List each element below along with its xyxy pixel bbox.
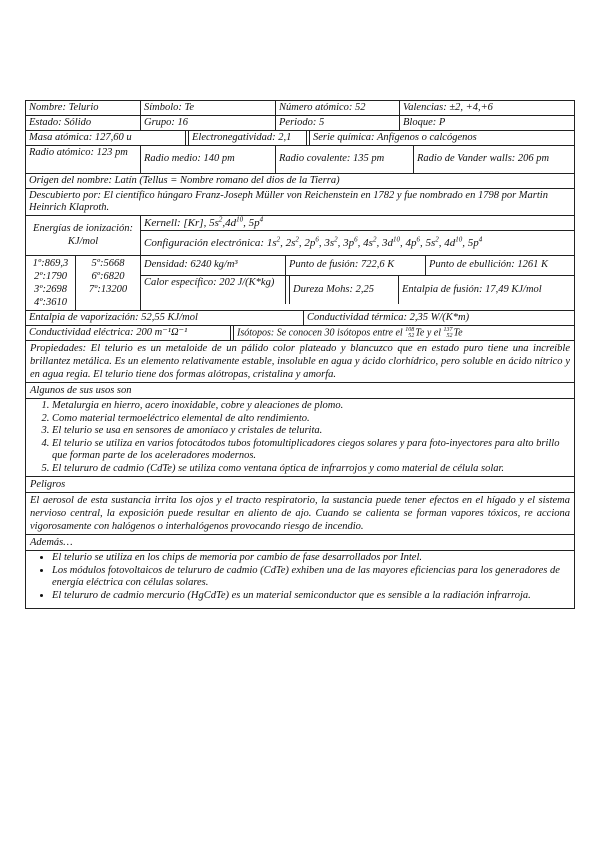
uso-item: 1. Metalurgia en hierro, acero inoxidable, cobre y aleaciones de plomo. bbox=[52, 400, 566, 413]
origen-nombre: Origen del nombre: Latín (Tellus = Nombre romano del dios de la Tierra) bbox=[29, 175, 340, 186]
ionizacion-col2 bbox=[76, 256, 140, 310]
grupo: Grupo: 16 bbox=[141, 116, 276, 130]
row-calor bbox=[141, 276, 574, 304]
radio-covalente: Radio covalente: 135 pm bbox=[276, 146, 414, 173]
config-right bbox=[141, 216, 574, 310]
row-config bbox=[26, 216, 574, 311]
masa-atomica: Masa atómica: 127,60 u bbox=[26, 131, 186, 145]
ionizacion-col1 bbox=[26, 256, 76, 310]
uso-item: 3. El telurio se usa en sensores de amoníaco y cristales de telurita. bbox=[52, 425, 566, 438]
ademas-item: • El telurio se utiliza en los chips de memoria por cambio de fase desarrollados por Intel. bbox=[52, 552, 566, 565]
row-descubierto bbox=[26, 189, 574, 216]
bloque: Bloque: P bbox=[403, 117, 446, 128]
row-entalpia-vap bbox=[26, 311, 574, 326]
row-estado bbox=[26, 116, 574, 131]
row-radios bbox=[26, 146, 574, 174]
ion-1: 1º:869,3 bbox=[32, 258, 69, 269]
ademas-item: • Los módulos fotovoltaicos de telururo de cadmio (CdTe) exhiben una de las mayores eficiencias para los generadores de energía eléctrica con células solares. bbox=[52, 565, 566, 590]
row-origen bbox=[26, 174, 574, 189]
descubierto-por: Descubierto por: El científico húngaro Franz-Joseph Müller von Reichenstein en 1782 y fue nombrado en 1798 por Martin Heinrich Klaproth. bbox=[29, 190, 548, 213]
ademas-title: Además… bbox=[26, 535, 574, 551]
row-basic bbox=[26, 101, 574, 116]
serie-quimica: Serie química: Anfígenos o calcógenos bbox=[313, 132, 477, 143]
ion-3: 3º:2698 bbox=[33, 284, 67, 295]
row-masa bbox=[26, 131, 574, 146]
punto-ebullicion: Punto de ebullición: 1261 K bbox=[429, 259, 548, 270]
row-conductividad bbox=[26, 326, 574, 341]
ion-5: 5º:5668 bbox=[91, 258, 125, 269]
ademas-list bbox=[30, 552, 570, 602]
dureza-mohs: Dureza Mohs: 2,25 bbox=[289, 276, 399, 304]
kernell: Kernell: [Kr], $5s^2,4d^{10}$, $5p^4$ bbox=[141, 216, 574, 231]
uso-item: 4. El telurio se utiliza en varios fotocátodos tubos fotomultiplicadores ciegos solares y para foto-inyectores para alto brillo que forman parte de los aceleradores modernos. bbox=[52, 438, 566, 463]
ademas-section bbox=[26, 551, 574, 608]
nombre: Nombre: Telurio bbox=[26, 101, 141, 115]
isotopos: Isótopos: Se conocen 30 isótopos entre el 108 52Te y el 137 52Te bbox=[237, 327, 463, 339]
row-densidad bbox=[141, 256, 574, 276]
uso-item: 5. El telururo de cadmio (CdTe) se utiliza como ventana óptica de infrarrojos y como material de célula solar. bbox=[52, 463, 566, 476]
entalpia-fusion: Entalpia de fusión: 17,49 KJ/mol bbox=[402, 284, 542, 295]
conductividad-termica: Conductividad térmica: 2,35 W/(K*m) bbox=[307, 312, 470, 323]
simbolo: Símbolo: Te bbox=[141, 101, 276, 115]
ion-4: 4º:3610 bbox=[33, 297, 67, 308]
conductividad-electrica: Conductividad eléctrica: 200 m⁻¹Ω⁻¹ bbox=[26, 326, 231, 340]
numero-atomico: Número atómico: 52 bbox=[276, 101, 400, 115]
ionizacion-block bbox=[26, 216, 141, 310]
element-sheet bbox=[25, 100, 575, 609]
densidad: Densidad: 6240 kg/m³ bbox=[141, 256, 286, 275]
electronegatividad: Electronegatividad: 2,1 bbox=[189, 131, 307, 145]
valencias: Valencias: ±2, +4,+6 bbox=[403, 102, 493, 113]
uso-item: 2. Como material termoeléctrico elemental de alto rendimiento. bbox=[52, 413, 566, 426]
ion-2: 2º:1790 bbox=[33, 271, 67, 282]
ion-6: 6º:6820 bbox=[91, 271, 125, 282]
ionizacion-title: Energías de ionización: KJ/mol bbox=[26, 216, 140, 256]
periodo: Periodo: 5 bbox=[276, 116, 400, 130]
entalpia-vaporizacion: Entalpia de vaporización: 52,55 KJ/mol bbox=[26, 311, 304, 325]
radio-atomico: Radio atómico: 123 pm bbox=[26, 146, 141, 173]
usos-title: Algunos de sus usos son bbox=[26, 383, 574, 399]
punto-fusion: Punto de fusión: 722,6 K bbox=[286, 256, 426, 275]
estado: Estado: Sólido bbox=[26, 116, 141, 130]
peligros-text: El aerosol de esta sustancia irrita los ojos y el tracto respiratorio, la sustancia puede tener efectos en el hígado y el sistema nervioso central, la exposición puede resultar en aliento de ajo. Cuando se calienta se forman vapores tóxicos, re acciona vigorosamente con halógenos o interhalógenos provocando riesgo de incendio. bbox=[26, 493, 574, 535]
radio-medio: Radio medio: 140 pm bbox=[141, 146, 276, 173]
usos-section bbox=[26, 399, 574, 477]
usos-list bbox=[30, 400, 570, 475]
ademas-item: • El telururo de cadmio mercurio (HgCdTe) es un material semiconductor que es sensible a la radiación infrarroja. bbox=[52, 590, 566, 603]
radio-van-der-waals: Radio de Vander walls: 206 pm bbox=[417, 153, 550, 164]
calor-especifico: Calor específico: 202 J/(K*kg) bbox=[141, 276, 286, 304]
configuracion-electronica: Configuración electrónica: $1s^2$, $2s^2$, $2p^6$, $3s^2$, $3p^6$, $4s^2$, $3d^{10}$, $4p^6$, $5s^2$, $4d^{10}$, $5p^4$ bbox=[141, 231, 574, 256]
config-text: $1s^2$, $2s^2$, $2p^6$, $3s^2$, $3p^6$, $4s^2$, $3d^{10}$, $4p^6$, $5s^2$, $4d^{10}$, $5p^4$ bbox=[266, 235, 483, 249]
ion-7: 7º:13200 bbox=[88, 284, 128, 295]
peligros-title: Peligros bbox=[26, 477, 574, 493]
propiedades: Propiedades: El telurio es un metaloide de un pálido color plateado y blancuzco que en estado puro tiene una increíble brillantez metálica. Es un elemento relativamente estable, insoluble en agua y ácido clorhídrico, pero soluble en ácido nítrico y en agua regia. El telurio tiene dos formas alótropas, cristalina y amorfa. bbox=[26, 341, 574, 383]
